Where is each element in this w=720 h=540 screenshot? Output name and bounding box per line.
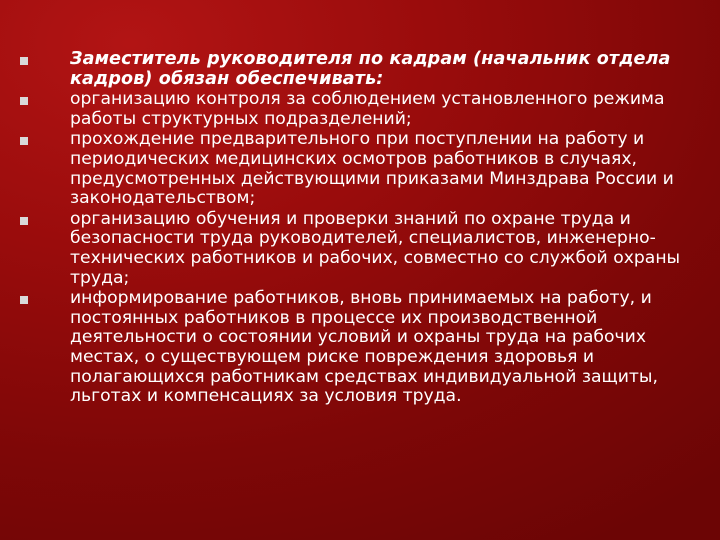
list-item-heading bbox=[20, 50, 700, 89]
square-bullet-icon bbox=[20, 97, 28, 105]
list-item bbox=[20, 210, 700, 288]
list-item bbox=[20, 90, 700, 129]
list-item-text: Заместитель руководителя по кадрам (начальник отдела кадров) обязан обеспечивать: bbox=[70, 49, 671, 89]
square-bullet-icon bbox=[20, 217, 28, 225]
list-item-text: прохождение предварительного при поступлении на работу и периодических медицинских осмотров работников в случаях, предусмотренных действующими приказами Минздрава России и законодательством; bbox=[70, 129, 674, 209]
square-bullet-icon bbox=[20, 137, 28, 145]
list-item bbox=[20, 289, 700, 407]
list-item-text: организацию контроля за соблюдением установленного режима работы структурных подразделений; bbox=[70, 89, 665, 129]
square-bullet-icon bbox=[20, 57, 28, 65]
list-item-text: организацию обучения и проверки знаний по охране труда и безопасности труда руководителей, специалистов, инженерно-технических работников и рабочих, совместно со службой охраны труда; bbox=[70, 208, 681, 288]
bullet-list bbox=[20, 50, 700, 408]
list-item-text: информирование работников, вновь принимаемых на работу, и постоянных работников в процессе их производственной деятельности о состоянии условий и охраны труда на рабочих местах, о существующем риске повреждения здоровья и полагающихся работникам средствах индивидуальной защиты, льготах и компенсациях за условия труда. bbox=[70, 288, 658, 407]
square-bullet-icon bbox=[20, 296, 28, 304]
list-item bbox=[20, 130, 700, 208]
